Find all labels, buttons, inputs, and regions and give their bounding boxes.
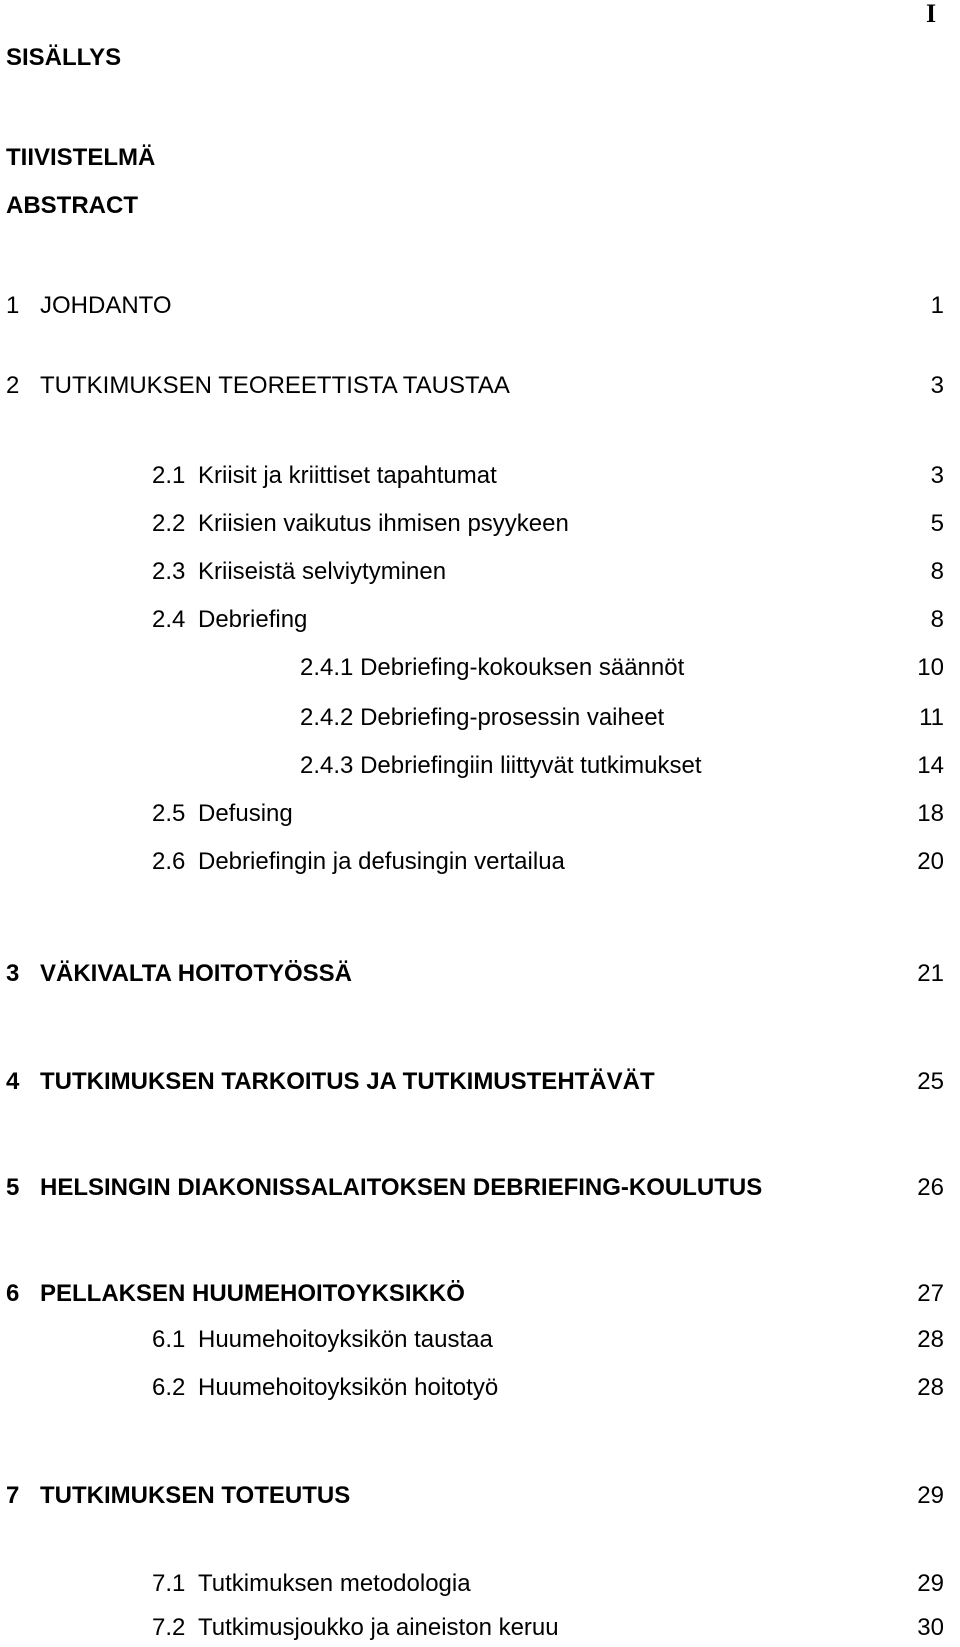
toc-entry-7[interactable]: 7 TUTKIMUKSEN TOTEUTUS 29 [0,1480,960,1512]
toc-entry-1[interactable]: 1 JOHDANTO 1 [0,290,960,322]
toc-entry-2-1[interactable]: 2.1 Kriisit ja kriittiset tapahtumat 3 [0,460,960,492]
toc-entry-6[interactable]: 6 PELLAKSEN HUUMEHOITOYKSIKKÖ 27 [0,1278,960,1310]
toc-page: 11 [919,704,944,731]
toc-page: 8 [930,558,944,585]
toc-entry-2-5[interactable]: 2.5 Defusing 18 [0,798,960,830]
toc-entry-7-1[interactable]: 7.1 Tutkimuksen metodologia 29 [0,1568,960,1600]
page-number: I [926,0,937,28]
toc-page: 25 [917,1068,944,1095]
toc-entry-tiivistelma: TIIVISTELMÄ [6,144,156,171]
toc-page: 20 [917,848,944,875]
toc-entry-2-4-3[interactable]: 2.4.3 Debriefingiin liittyvät tutkimukset 14 [0,750,960,782]
toc-page: 28 [917,1374,944,1401]
toc-page: 29 [917,1482,944,1509]
toc-entry-3[interactable]: 3 VÄKIVALTA HOITOTYÖSSÄ 21 [0,958,960,990]
toc-entry-2-4[interactable]: 2.4 Debriefing 8 [0,604,960,636]
toc-page: 27 [917,1280,944,1307]
toc-entry-2-3[interactable]: 2.3 Kriiseistä selviytyminen 8 [0,556,960,588]
toc-entry-7-2[interactable]: 7.2 Tutkimusjoukko ja aineiston keruu 30 [0,1612,960,1644]
toc-page: 26 [917,1174,944,1201]
toc-page: 8 [930,606,944,633]
toc-page: 3 [930,462,944,489]
toc-entry-2-4-2[interactable]: 2.4.2 Debriefing-prosessin vaiheet 11 [0,702,960,734]
toc-page: 3 [930,372,944,399]
toc-page: 18 [917,800,944,827]
toc-title: SISÄLLYS [6,44,122,71]
toc-page: 30 [917,1614,944,1641]
toc-entry-2[interactable]: 2 TUTKIMUKSEN TEOREETTISTA TAUSTAA 3 [0,370,960,402]
toc-entry-2-2[interactable]: 2.2 Kriisien vaikutus ihmisen psyykeen 5 [0,508,960,540]
toc-page: 29 [917,1570,944,1597]
toc-entry-6-1[interactable]: 6.1 Huumehoitoyksikön taustaa 28 [0,1324,960,1356]
toc-entry-2-4-1[interactable]: 2.4.1 Debriefing-kokouksen säännöt 10 [0,652,960,684]
toc-entry-2-6[interactable]: 2.6 Debriefingin ja defusingin vertailua 20 [0,846,960,878]
toc-page: 5 [930,510,944,537]
toc-entry-abstract: ABSTRACT [6,192,138,219]
toc-page: 1 [930,292,944,319]
toc-entry-6-2[interactable]: 6.2 Huumehoitoyksikön hoitotyö 28 [0,1372,960,1404]
toc-page: 21 [917,960,944,987]
toc-page: 28 [917,1326,944,1353]
toc-entry-5[interactable]: 5 HELSINGIN DIAKONISSALAITOKSEN DEBRIEFING-KOULUTUS 26 [0,1172,960,1204]
toc-page: 10 [917,654,944,681]
toc-page: 14 [917,752,944,779]
toc-entry-4[interactable]: 4 TUTKIMUKSEN TARKOITUS JA TUTKIMUSTEHTÄVÄT 25 [0,1066,960,1098]
